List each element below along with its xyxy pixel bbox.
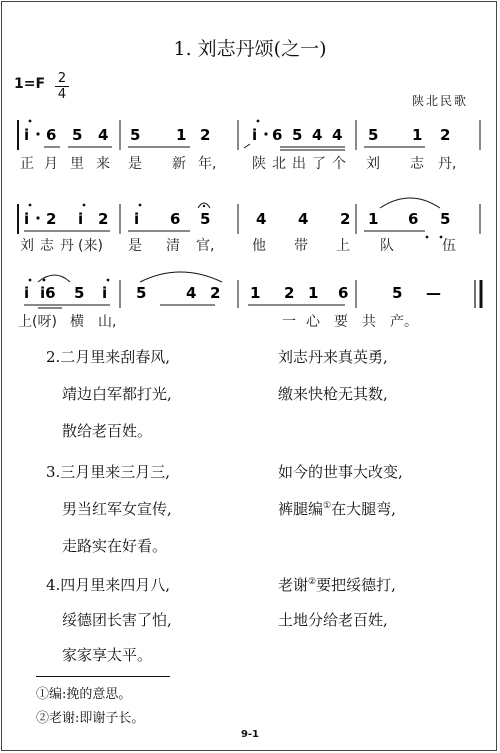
verse-3-line-4 (278, 498, 396, 519)
note: 2 (284, 284, 295, 302)
note: i (102, 284, 108, 302)
note: 1 (368, 210, 379, 228)
lyric: 清 (166, 238, 180, 254)
note: i (24, 126, 30, 144)
note: 2 (340, 210, 351, 228)
note: 6 (338, 284, 349, 302)
note: — (426, 284, 441, 302)
footnote-ref: ① (323, 501, 332, 511)
lyric: 是 (128, 238, 142, 254)
note: 5 (72, 126, 83, 144)
lyric: 官, (196, 238, 215, 254)
lyric: 他 (252, 238, 266, 254)
note: 4 (186, 284, 197, 302)
breath-mark (244, 144, 250, 148)
note: 4 (312, 126, 323, 144)
lyric: 刘 (366, 156, 380, 172)
lyric: 里 (70, 156, 84, 172)
footnote-ref: ② (308, 577, 317, 587)
verse-3-line-3: 男当红军女宣传, (62, 500, 172, 518)
time-signature-bottom: 4 (57, 87, 67, 102)
note: 2 (46, 210, 57, 228)
lyric: 横 (70, 314, 84, 330)
lyric: 了 (312, 156, 326, 172)
verse-3-line-2: 如今的世事大改变, (278, 463, 403, 481)
verse-3-text-cont: 在大腿弯, (331, 500, 396, 518)
note: 1 (412, 126, 423, 144)
note: 2 (200, 126, 211, 144)
note: 5 (292, 126, 303, 144)
verse-2-line-2: 刘志丹来真英勇, (278, 348, 388, 366)
lyric: 志 (410, 156, 424, 172)
verse-4-text-cont: 要把绥德打, (316, 576, 396, 594)
lyric: 月 (44, 156, 58, 172)
note: 6 (46, 126, 57, 144)
lyric: 是 (128, 156, 142, 172)
verse-4-line-4: 土地分给老百姓, (278, 611, 388, 629)
lyric: 年, (198, 156, 217, 172)
note: 4 (332, 126, 343, 144)
verse-4-line-3: 绥德团长害了怕, (62, 611, 172, 629)
verse-3-line-5: 走路实在好看。 (62, 537, 168, 555)
key-signature: 1=F (14, 76, 46, 92)
note: 6 (272, 126, 283, 144)
lyric: 上(呀) (18, 314, 57, 330)
song-origin: 陕北民歌 (411, 94, 468, 108)
lyric: 刘 (20, 238, 34, 254)
note: 6 (408, 210, 419, 228)
lyric: 伍 (442, 238, 456, 254)
note: 1 (176, 126, 187, 144)
song-title: 1. 刘志丹颂(之一) (173, 38, 327, 60)
lyric: 共 (362, 314, 376, 330)
lyric: 北 (272, 156, 286, 172)
verse-4-text: 老谢 (278, 576, 309, 594)
note: i (24, 284, 30, 302)
note: 2 (98, 210, 109, 228)
time-signature-top: 2 (57, 71, 67, 86)
lyric: 心 (306, 314, 320, 330)
note: 4 (298, 210, 309, 228)
note: 5 (392, 284, 403, 302)
lyric: 志 (40, 238, 54, 254)
note: 5 (440, 210, 451, 228)
lyric: 产。 (390, 314, 418, 330)
note: 4 (98, 126, 109, 144)
lyric: 陕 (252, 156, 266, 172)
footnote-divider (36, 676, 170, 677)
lyric: 丹, (438, 156, 457, 172)
lyric: 正 (20, 156, 34, 172)
note: 5 (130, 126, 141, 144)
verse-2-line-4: 缴来快枪无其数, (278, 385, 388, 403)
lyric: (来) (78, 238, 103, 254)
note: i (252, 126, 258, 144)
verse-2-line-5: 散给老百姓。 (62, 422, 153, 440)
verse-2-line-1: 2.二月里来刮春风, (46, 348, 171, 366)
lyric: 要 (334, 314, 348, 330)
slur (38, 275, 70, 282)
verse-2-line-3: 靖边白军都打光, (62, 385, 172, 403)
footnote-1: ①编:挽的意思。 (36, 687, 132, 702)
lyric: 带 (294, 238, 308, 254)
verse-3-text: 裤腿编 (278, 500, 324, 518)
note: 5 (200, 210, 211, 228)
note: 1 (250, 284, 261, 302)
note: 6 (170, 210, 181, 228)
note: i (134, 210, 140, 228)
slur (380, 198, 440, 208)
verse-3-line-1: 3.三月里来三月三, (46, 463, 171, 481)
lyric: 来 (96, 156, 110, 172)
lyric: 个 (332, 156, 346, 172)
note: i (24, 210, 30, 228)
note: 4 (256, 210, 267, 228)
music-score (0, 0, 500, 340)
note: 2 (210, 284, 221, 302)
page-number: 9-1 (240, 729, 260, 740)
note: 1 (308, 284, 319, 302)
verse-4-line-2 (278, 574, 396, 595)
lyric: 山, (98, 314, 117, 330)
note: 5 (136, 284, 147, 302)
verse-4-line-5: 家家享太平。 (62, 646, 153, 664)
lyric: 出 (292, 156, 306, 172)
note: i6 (40, 284, 56, 302)
lyric: 上 (336, 238, 350, 254)
slur (140, 272, 222, 282)
note: 5 (368, 126, 379, 144)
lyric: 队 (380, 238, 394, 254)
lyric: 新 (172, 156, 186, 172)
verse-4-line-1: 4.四月里来四月八, (46, 576, 171, 594)
footnote-2: ②老谢:即谢子长。 (36, 711, 145, 726)
lyric: 一 (282, 314, 296, 330)
note: 5 (74, 284, 85, 302)
note: i (78, 210, 84, 228)
lyric: 丹 (60, 238, 74, 254)
note: 2 (440, 126, 451, 144)
